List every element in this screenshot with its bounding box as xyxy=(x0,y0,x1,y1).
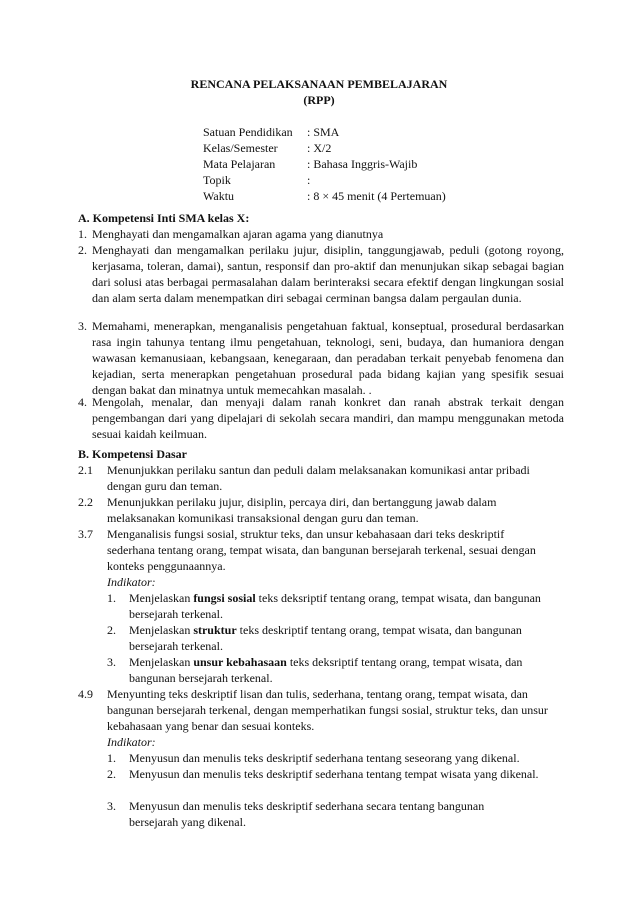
ki-4-text: Mengolah, menalar, dan menyaji dalam ranah konkret dan ranah abstrak terkait dengan pengembangan dari yang dipelajari di sekolah secara mandiri, dan mampu menggunakan metoda sesuai kaidah keilmuan. xyxy=(92,395,564,441)
identity-value: : Bahasa Inggris-Wajib xyxy=(307,157,418,171)
section-a-heading: A. Kompetensi Inti SMA kelas X: xyxy=(78,211,250,225)
indicator-number: 1. xyxy=(107,591,116,605)
kd-number: 4.9 xyxy=(78,687,93,701)
indicator-label: Indikator: xyxy=(107,735,156,749)
indicator-text-pre: Menjelaskan xyxy=(129,655,194,669)
identity-value: : SMA xyxy=(307,125,340,139)
identity-row xyxy=(203,156,446,172)
identity-value: : xyxy=(307,173,311,187)
document-subtitle: (RPP) xyxy=(303,93,335,107)
kd-3-7-text: Menganalisis fungsi sosial, struktur teks, dan unsur kebahasaan dari teks deskriptif sederhana tentang orang, tempat wisata, dan bangunan bersejarah terkenal, sesuai dengan konteks penggunaannya. xyxy=(107,527,536,573)
indicator-text-pre: Menjelaskan xyxy=(129,623,194,637)
indicator-text xyxy=(129,654,569,686)
indicator-text: Menyusun dan menulis teks deskriptif sederhana secara tentang bangunan bersejarah yang dikenal. xyxy=(129,799,485,829)
identity-row xyxy=(203,188,446,204)
identity-row xyxy=(203,124,446,140)
identity-key: Mata Pelajaran xyxy=(203,157,276,171)
indicator-number: 3. xyxy=(107,799,116,813)
indicator-text-post: teks deksriptif tentang orang, tempat wisata, dan bangunan bersejarah terkenal. xyxy=(129,591,541,621)
identity-row xyxy=(203,172,446,188)
kd-number: 2.2 xyxy=(78,495,93,509)
indicator-text xyxy=(129,622,569,654)
indicator-number: 3. xyxy=(107,655,116,669)
kd-number: 3.7 xyxy=(78,527,93,541)
indicator-text-pre: Menjelaskan xyxy=(129,591,194,605)
indicator-label: Indikator: xyxy=(107,575,156,589)
indicator-text-post: teks deskriptif tentang orang, tempat wisata, dan bangunan bersejarah terkenal. xyxy=(129,623,522,653)
identity-key: Kelas/Semester xyxy=(203,141,278,155)
section-b-heading: B. Kompetensi Dasar xyxy=(78,447,187,461)
identity-value: : X/2 xyxy=(307,141,332,155)
indicator-text xyxy=(129,590,549,622)
identity-key: Topik xyxy=(203,173,231,187)
identity-table xyxy=(203,124,446,204)
list-number: 3. xyxy=(78,319,87,333)
ki-2-text: Menghayati dan mengamalkan perilaku jujur, disiplin, tanggungjawab, peduli (gotong royong, kerjasama, toleran, damai), santun, responsif dan pro-aktif dan menunjukan sikap sebagai bagian dari solusi atas berbagai permasalahan dalam berinteraksi secara efektif dengan lingkungan sosial dan alam serta dalam menempatkan diri sebagai cerminan bangsa dalam pergaulan dunia. xyxy=(92,243,564,305)
identity-row xyxy=(203,140,446,156)
kd-2-2-text: Menunjukkan perilaku jujur, disiplin, percaya diri, dan bertanggung jawab dalam melaksanakan komunikasi transaksional dengan guru dan teman. xyxy=(107,495,497,525)
indicator-key-term: struktur xyxy=(193,623,237,637)
indicator-key-term: fungsi sosial xyxy=(193,591,256,605)
indicator-number: 2. xyxy=(107,623,116,637)
identity-value: : 8 × 45 menit (4 Pertemuan) xyxy=(307,189,446,203)
kd-number: 2.1 xyxy=(78,463,93,477)
indicator-text: Menyusun dan menulis teks deskriptif sederhana tentang seseorang yang dikenal. xyxy=(129,751,520,765)
indicator-number: 1. xyxy=(107,751,116,765)
list-number: 1. xyxy=(78,227,87,241)
identity-key: Waktu xyxy=(203,189,235,203)
list-number: 4. xyxy=(78,395,87,409)
indicator-text-post: teks deksriptif tentang orang, tempat wisata, dan bangunan bersejarah terkenal. xyxy=(129,655,523,685)
indicator-number: 2. xyxy=(107,767,116,781)
ki-3-text: Memahami, menerapkan, menganalisis pengetahuan faktual, konseptual, prosedural berdasarkan rasa ingin tahunya tentang ilmu pengetahuan, teknologi, seni, budaya, dan humaniora dengan wawasan kemanusiaan, kebangsaan, kenegaraan, dan peradaban terkait penyebab fenomena dan kejadian, serta menerapkan pengetahuan prosedural pada bidang kajian yang spesifik sesuai dengan bakat dan minatnya untuk memecahkan masalah. . xyxy=(92,319,564,397)
kd-4-9-text: Menyunting teks deskriptif lisan dan tulis, sederhana, tentang orang, tempat wisata, dan bangunan bersejarah terkenal, dengan memperhatikan fungsi sosial, struktur teks, dan unsur kebahasaan yang benar dan sesuai konteks. xyxy=(107,687,548,733)
kd-2-1-text: Menunjukkan perilaku santun dan peduli dalam melaksanakan komunikasi antar pribadi dengan guru dan teman. xyxy=(107,463,530,493)
ki-1-text: Menghayati dan mengamalkan ajaran agama yang dianutnya xyxy=(92,227,384,241)
indicator-text: Menyusun dan menulis teks deskriptif sederhana tentang tempat wisata yang dikenal. xyxy=(129,767,539,781)
indicator-key-term: unsur kebahasaan xyxy=(193,655,287,669)
list-number: 2. xyxy=(78,243,87,257)
document-title: RENCANA PELAKSANAAN PEMBELAJARAN xyxy=(190,77,448,91)
identity-key: Satuan Pendidikan xyxy=(203,125,293,139)
